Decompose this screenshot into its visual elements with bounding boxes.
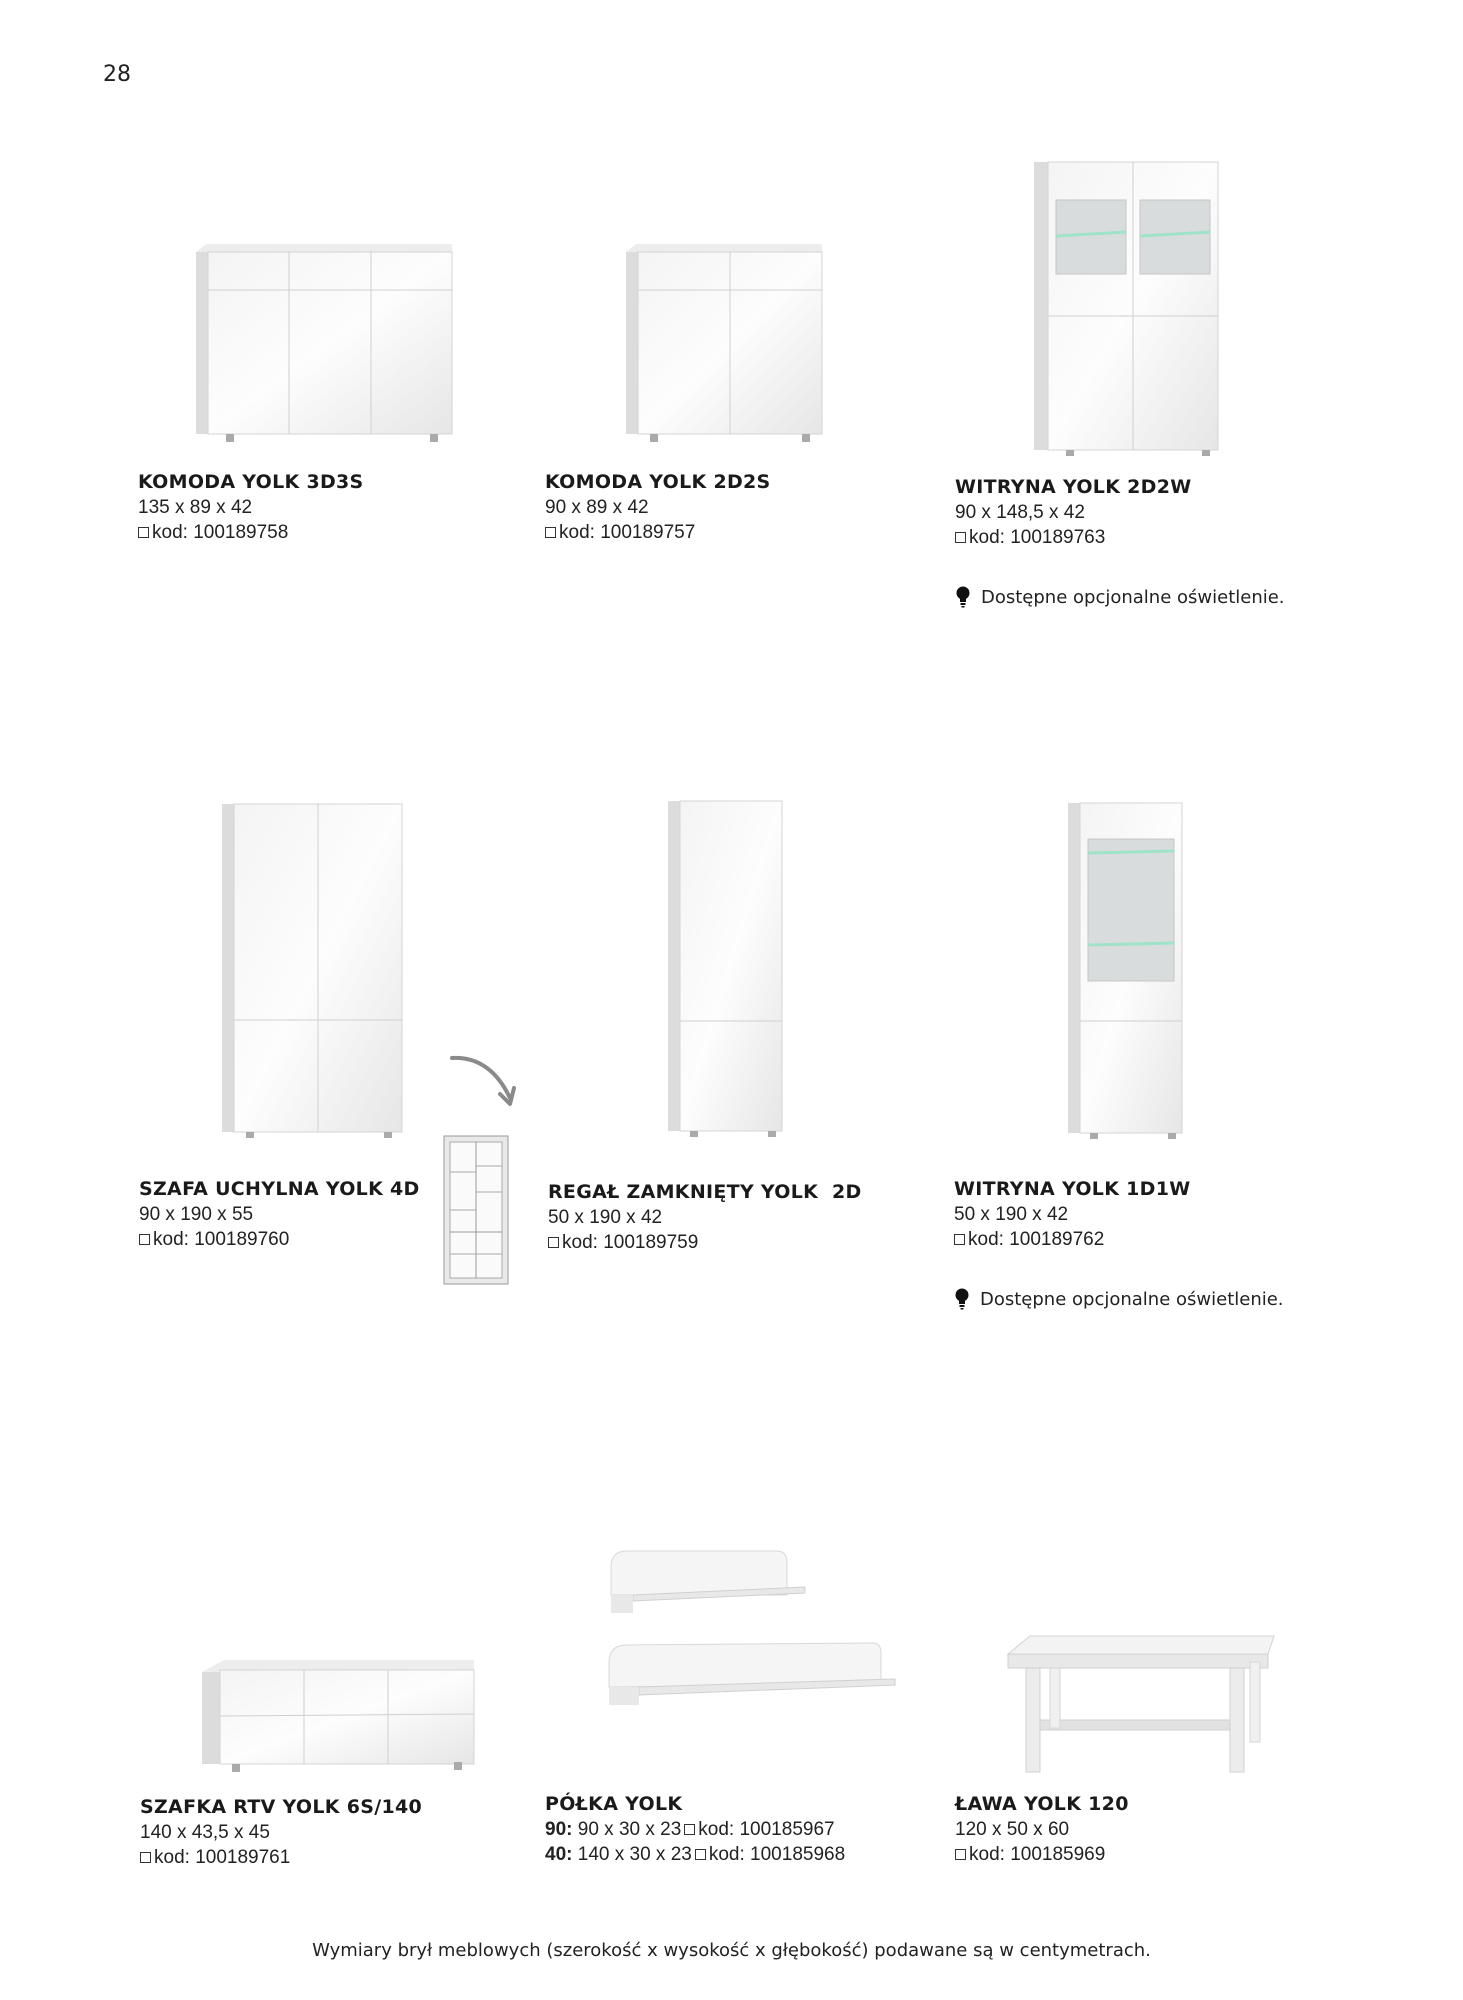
product-name: SZAFA UCHYLNA YOLK 4D [139,1178,420,1200]
product-dimensions: 50 x 190 x 42 [548,1207,663,1228]
product-regal-2d [548,1180,862,1255]
product-dimensions: 90 x 190 x 55 [139,1204,254,1225]
product-polka [545,1792,845,1867]
product-code: kod: 100189757 [545,520,771,545]
product-dimensions: 120 x 50 x 60 [955,1819,1070,1840]
polka-image [605,1545,905,1725]
arrow-icon [448,1052,518,1114]
checkbox-square-icon [139,1234,150,1245]
dimensions-footnote: Wymiary brył meblowych (szerokość x wysokość x głębokość) podawane są w centymetrach. [312,1940,1151,1961]
szafka-rtv-image [198,1656,478,1778]
checkbox-square-icon [140,1852,151,1863]
witryna-2d2w-image [1030,158,1225,458]
product-szafa-4d [139,1177,420,1252]
lightbulb-icon [955,586,971,608]
product-dimensions: 90 x 148,5 x 42 [955,502,1085,523]
product-witryna-2d2w [955,475,1192,550]
product-witryna-1d1w [954,1177,1191,1252]
product-name: SZAFKA RTV YOLK 6S/140 [140,1796,423,1818]
product-name: REGAŁ ZAMKNIĘTY YOLK 2D [548,1181,862,1203]
product-name: ŁAWA YOLK 120 [955,1793,1129,1815]
product-szafka-rtv [140,1795,422,1870]
komoda-3d3s-image [190,240,460,445]
checkbox-square-icon [545,527,556,538]
product-name: KOMODA YOLK 2D2S [545,471,771,493]
lighting-note: Dostępne opcjonalne oświetlenie. [954,1288,1284,1310]
product-name: KOMODA YOLK 3D3S [138,471,364,493]
checkbox-square-icon [695,1849,706,1860]
checkbox-square-icon [954,1234,965,1245]
product-dimensions: 140 x 43,5 x 45 [140,1822,270,1843]
product-code: kod: 100189759 [548,1230,862,1255]
product-dimensions: 50 x 190 x 42 [954,1204,1069,1225]
checkbox-square-icon [684,1824,695,1835]
lighting-note: Dostępne opcjonalne oświetlenie. [955,586,1285,608]
checkbox-square-icon [955,1849,966,1860]
szafa-interior-image [440,1132,512,1292]
regal-2d-image [664,795,789,1145]
product-variant: 90: 90 x 30 x 23 kod: 100185967 [545,1819,835,1840]
witryna-1d1w-image [1064,797,1189,1147]
checkbox-square-icon [955,532,966,543]
product-komoda-3d3s [138,470,364,545]
product-code: kod: 100189762 [954,1227,1191,1252]
lawa-image [1004,1632,1279,1780]
product-name: PÓŁKA YOLK [545,1793,683,1815]
product-name: WITRYNA YOLK 1D1W [954,1178,1191,1200]
product-code: kod: 100185969 [955,1842,1129,1867]
komoda-2d2s-image [620,240,830,445]
product-name: WITRYNA YOLK 2D2W [955,476,1192,498]
szafa-4d-image [218,798,408,1143]
product-code: kod: 100189763 [955,525,1192,550]
checkbox-square-icon [548,1237,559,1248]
product-dimensions: 135 x 89 x 42 [138,497,253,518]
product-code: kod: 100189761 [140,1845,422,1870]
product-dimensions: 90 x 89 x 42 [545,497,649,518]
product-komoda-2d2s [545,470,771,545]
page-number: 28 [103,62,131,87]
product-lawa [955,1792,1129,1867]
product-code: kod: 100189760 [139,1227,420,1252]
lightbulb-icon [954,1288,970,1310]
product-variant: 40: 140 x 30 x 23 kod: 100185968 [545,1844,846,1865]
checkbox-square-icon [138,527,149,538]
product-code: kod: 100189758 [138,520,364,545]
